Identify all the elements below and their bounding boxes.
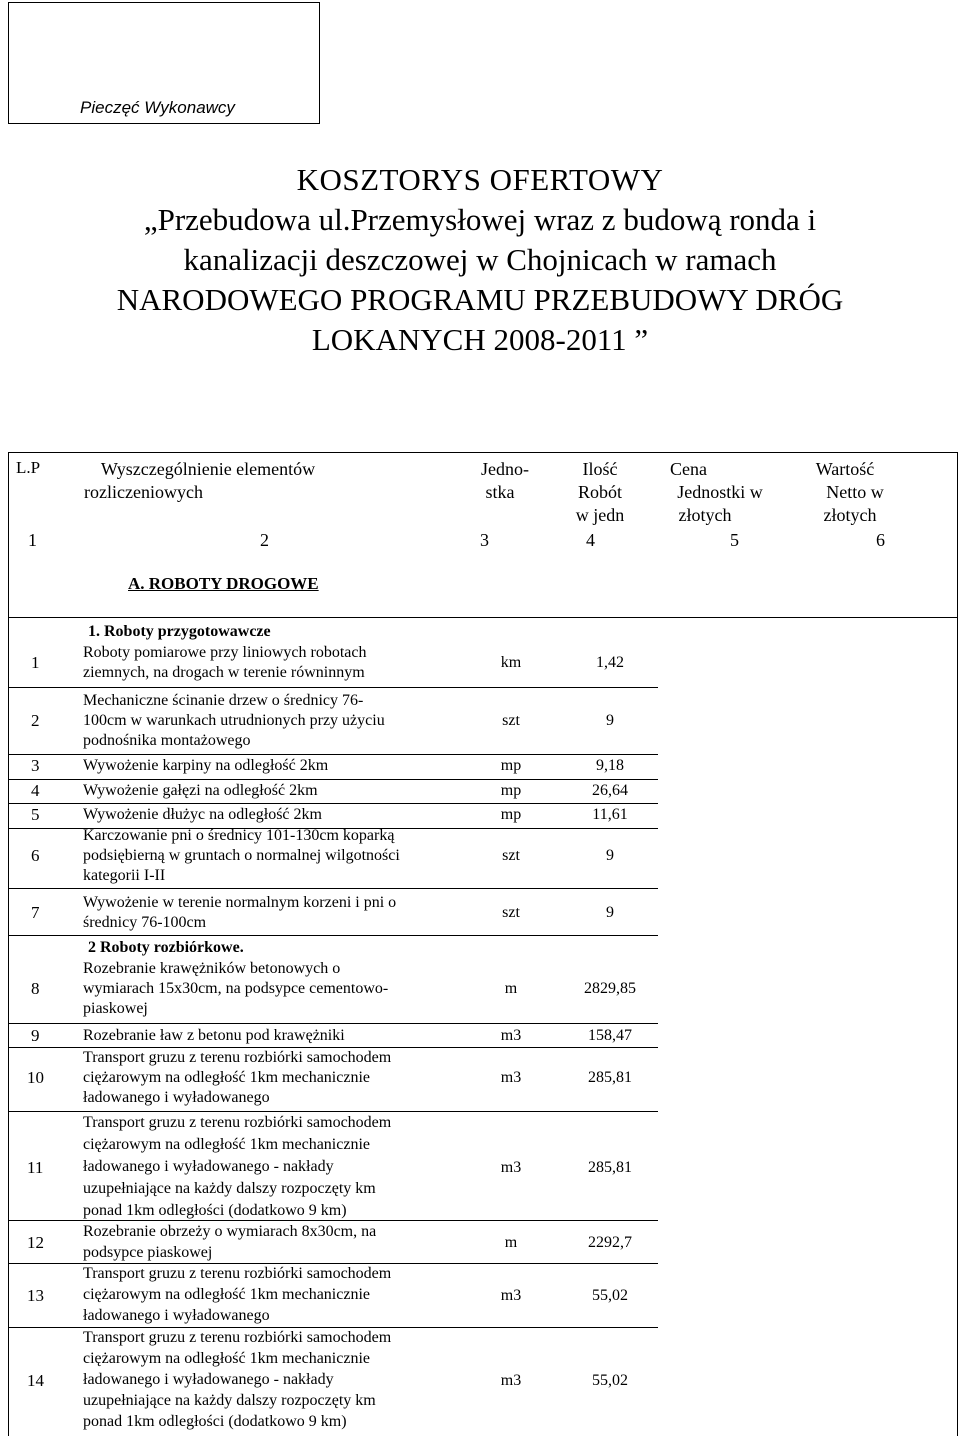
row-11-description-line: Transport gruzu z terenu rozbiórki samochodem	[83, 1114, 392, 1131]
row-7-description-line: Wywożenie w terenie normalnym korzeni i pni o	[83, 894, 397, 911]
row-3-description-line: Wywożenie karpiny na odległość 2km	[83, 757, 329, 774]
row-10-quantity: 285,81	[588, 1069, 632, 1086]
row-11-description-line: uzupełniające na każdy dalszy rozpoczęty km	[83, 1180, 376, 1197]
row-4-lp: 4	[31, 781, 40, 800]
row-separator	[8, 754, 658, 755]
row-14-lp: 14	[27, 1370, 44, 1390]
row-1-quantity: 1,42	[596, 654, 624, 671]
header-unit-2: stka	[485, 482, 515, 502]
title-line-2: „Przebudowa ul.Przemysłowej wraz z budową ronda i kanalizacji deszczowej w Chojnicach w ramach NARODOWEGO PROGRAMU PRZEBUDOWY DRÓG LOKANYCH 2008-2011 ”	[116, 202, 844, 357]
row-9-description-line: Rozebranie ław z betonu pod krawężniki	[83, 1027, 345, 1044]
row-10-description-line: Transport gruzu z terenu rozbiórki samochodem	[83, 1049, 392, 1066]
row-11-unit: m3	[500, 1159, 522, 1176]
row-13-quantity: 55,02	[592, 1286, 628, 1304]
subsection-2-title: 2 Roboty rozbiórkowe.	[88, 939, 244, 956]
row-8-description-line: Rozebranie krawężników betonowych o	[83, 960, 341, 977]
row-9-lp: 9	[31, 1026, 40, 1045]
row-14-description-line: Transport gruzu z terenu rozbiórki samochodem	[83, 1329, 392, 1346]
row-6-lp: 6	[31, 846, 40, 865]
row-separator	[8, 779, 658, 780]
header-price-1: Cena	[670, 459, 707, 479]
col-number-1: 1	[28, 530, 37, 550]
row-1-lp: 1	[31, 653, 40, 672]
row-11-description-line: ciężarowym na odległość 1km mechanicznie	[83, 1136, 370, 1153]
row-separator	[8, 1023, 658, 1024]
row-2-description-line: podnośnika montażowego	[83, 732, 251, 749]
row-8-unit: m	[504, 980, 518, 997]
row-8-quantity: 2829,85	[584, 980, 636, 997]
document-title	[0, 160, 960, 360]
row-4-quantity: 26,64	[592, 782, 628, 799]
row-2-lp: 2	[31, 711, 40, 730]
row-1-description-line: Roboty pomiarowe przy liniowych robotach	[83, 644, 367, 661]
section-a-title: A. ROBOTY DROGOWE	[128, 574, 319, 593]
row-8-description-line: piaskowej	[83, 1000, 148, 1017]
row-14-description-line: ładowanego i wyładowanego - nakłady	[83, 1371, 334, 1388]
row-10-unit: m3	[500, 1069, 522, 1086]
row-7-description-line: średnicy 76-100cm	[83, 914, 207, 931]
row-7-lp: 7	[31, 903, 40, 922]
header-price-2: Jednostki w	[677, 482, 763, 502]
col-number-5: 5	[730, 530, 739, 550]
table-left-border	[8, 452, 9, 1436]
header-qty-1: Ilość	[582, 459, 618, 479]
row-7-quantity: 9	[606, 904, 614, 921]
row-5-quantity: 11,61	[592, 806, 628, 823]
header-value-1: Wartość	[815, 459, 875, 479]
row-11-description-line: ponad 1km odległości (dodatkowo 9 km)	[83, 1202, 347, 1219]
row-12-lp: 12	[27, 1233, 44, 1252]
row-14-description-line: ciężarowym na odległość 1km mechanicznie	[83, 1350, 370, 1367]
title-line-1: KOSZTORYS OFERTOWY	[296, 162, 664, 197]
table-top-border	[8, 452, 958, 453]
header-value-3: złotych	[823, 505, 877, 525]
section-separator	[8, 617, 958, 618]
header-unit-1: Jedno-	[481, 459, 529, 479]
subsection-1-title: 1. Roboty przygotowawcze	[88, 623, 271, 640]
header-desc-2: rozliczeniowych	[84, 482, 203, 502]
header-desc-1: Wyszczególnienie elementów	[100, 459, 316, 479]
row-14-unit: m3	[500, 1371, 522, 1389]
header-qty-3: w jedn	[575, 505, 625, 525]
row-13-unit: m3	[500, 1286, 522, 1304]
row-9-quantity: 158,47	[588, 1027, 632, 1044]
header-price-3: złotych	[678, 505, 732, 525]
row-7-unit: szt	[502, 904, 520, 921]
row-5-unit: mp	[500, 806, 522, 823]
contractor-stamp-label: Pieczęć Wykonawcy	[80, 98, 235, 117]
row-13-description-line: Transport gruzu z terenu rozbiórki samochodem	[83, 1265, 392, 1282]
row-10-description-line: ciężarowym na odległość 1km mechanicznie	[83, 1069, 370, 1086]
row-6-description-line: podsiębierną w gruntach o normalnej wilgotności	[83, 847, 400, 864]
row-10-lp: 10	[27, 1068, 44, 1087]
row-4-unit: mp	[500, 782, 522, 799]
row-12-description-line: podsypce piaskowej	[83, 1244, 213, 1261]
row-separator	[8, 803, 658, 804]
row-6-description-line: kategorii I-II	[83, 867, 166, 884]
col-number-3: 3	[480, 530, 489, 550]
header-value-2: Netto w	[826, 482, 884, 502]
row-13-lp: 13	[27, 1285, 44, 1305]
row-1-unit: km	[500, 654, 522, 671]
header-qty-2: Robót	[577, 482, 622, 502]
row-4-description-line: Wywożenie gałęzi na odległość 2km	[83, 782, 318, 799]
row-6-description-line: Karczowanie pni o średnicy 101-130cm koparką	[83, 827, 395, 844]
row-14-description-line: ponad 1km odległości (dodatkowo 9 km)	[83, 1413, 347, 1430]
row-separator	[8, 888, 658, 889]
row-12-quantity: 2292,7	[588, 1234, 632, 1251]
row-3-unit: mp	[500, 757, 522, 774]
row-separator	[8, 1220, 658, 1221]
row-separator	[8, 687, 658, 688]
row-2-quantity: 9	[606, 712, 614, 729]
row-11-description-line: ładowanego i wyładowanego - nakłady	[83, 1158, 334, 1175]
row-2-unit: szt	[502, 712, 520, 729]
row-2-description-line: Mechaniczne ścinanie drzew o średnicy 76-	[83, 692, 364, 709]
col-number-4: 4	[586, 530, 595, 550]
row-8-description-line: wymiarach 15x30cm, na podsypce cementowo-	[83, 980, 389, 997]
row-6-quantity: 9	[606, 847, 614, 864]
row-separator	[8, 935, 658, 936]
row-5-description-line: Wywożenie dłużyc na odległość 2km	[83, 806, 322, 823]
table-right-border	[957, 452, 958, 1436]
row-12-description-line: Rozebranie obrzeży o wymiarach 8x30cm, na	[83, 1223, 377, 1240]
row-11-quantity: 285,81	[588, 1159, 632, 1176]
row-1-description-line: ziemnych, na drogach w terenie równinnym	[83, 664, 365, 681]
row-3-lp: 3	[31, 756, 40, 775]
header-lp: L.P	[16, 458, 41, 477]
row-13-description-line: ładowanego i wyładowanego	[83, 1307, 270, 1324]
col-number-6: 6	[876, 530, 885, 550]
row-separator	[8, 1111, 658, 1112]
row-14-quantity: 55,02	[592, 1371, 628, 1389]
col-number-2: 2	[260, 530, 269, 550]
row-5-lp: 5	[31, 805, 40, 824]
row-6-unit: szt	[502, 847, 520, 864]
row-9-unit: m3	[500, 1027, 522, 1044]
row-13-description-line: ciężarowym na odległość 1km mechanicznie	[83, 1286, 370, 1303]
row-2-description-line: 100cm w warunkach utrudnionych przy użyciu	[83, 712, 385, 729]
row-8-lp: 8	[31, 979, 40, 998]
row-10-description-line: ładowanego i wyładowanego	[83, 1089, 270, 1106]
row-3-quantity: 9,18	[596, 757, 624, 774]
row-14-description-line: uzupełniające na każdy dalszy rozpoczęty km	[83, 1392, 376, 1409]
row-11-lp: 11	[27, 1158, 44, 1177]
row-12-unit: m	[504, 1234, 518, 1251]
